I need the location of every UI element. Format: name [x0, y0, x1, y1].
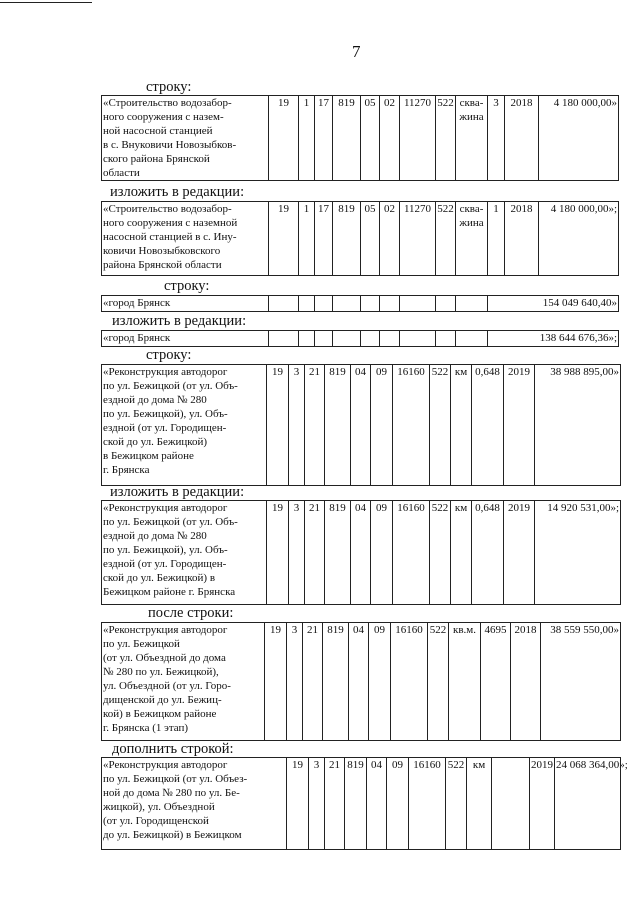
code-cell: 21 [325, 758, 345, 850]
amount-cell: 138 644 676,36»; [488, 331, 619, 347]
code-cell: 19 [267, 365, 289, 486]
code-cell: 17 [315, 96, 333, 181]
code-cell: 09 [371, 365, 393, 486]
code-cell: 16160 [391, 623, 428, 741]
code-cell: 819 [325, 365, 351, 486]
block-label: изложить в редакции: [110, 184, 245, 200]
object-name: «Реконструкция автодорог по ул. Бежицкой (от ул. Объездной до дома № 280 по ул. Бежицкой), ул. Объездной (от ул. Горо- дищенской до ул. Бежиц- кой) в Бежицком районе г. Брянска (1 этап) [102, 623, 265, 741]
top-rule [0, 2, 92, 3]
unit-cell: км [451, 365, 472, 486]
code-cell: 522 [430, 501, 451, 605]
code-cell: 19 [267, 501, 289, 605]
code-cell: 522 [430, 365, 451, 486]
block-label: изложить в редакции: [112, 313, 247, 329]
code-cell: 819 [323, 623, 349, 741]
block-label: изложить в редакции: [110, 484, 245, 500]
code-cell: 16160 [393, 365, 430, 486]
object-name: «город Брянск [102, 331, 269, 347]
capacity-cell: 4695 [481, 623, 511, 741]
budget-table [101, 95, 619, 181]
code-cell: 19 [269, 96, 299, 181]
code-cell: 16160 [393, 501, 430, 605]
code-cell: 819 [325, 501, 351, 605]
code-cell: 3 [289, 365, 305, 486]
code-cell: 09 [387, 758, 409, 850]
code-cell: 3 [289, 501, 305, 605]
block-label: строку: [146, 79, 192, 95]
object-name: «Строительство водозабор- ного сооружения с наземной насосной станцией в с. Ину- ковичи Новозыбковского района Брянской области [102, 202, 269, 276]
table-row [102, 296, 619, 312]
year-cell: 2019 [530, 758, 555, 850]
code-cell: 04 [351, 501, 371, 605]
page-number: 7 [352, 42, 361, 61]
code-cell: 19 [269, 202, 299, 276]
code-cell: 04 [367, 758, 387, 850]
code-cell: 1 [299, 202, 315, 276]
budget-table [101, 364, 621, 486]
code-cell: 522 [428, 623, 449, 741]
table-row [102, 365, 621, 486]
code-cell: 19 [265, 623, 287, 741]
unit-cell: кв.м. [449, 623, 481, 741]
table-row [102, 331, 619, 347]
code-cell: 16160 [409, 758, 446, 850]
table-row [102, 623, 621, 741]
code-cell: 819 [333, 96, 361, 181]
unit-cell: км [467, 758, 492, 850]
table-row [102, 758, 621, 850]
code-cell: 11270 [400, 202, 436, 276]
code-cell: 02 [380, 202, 400, 276]
code-cell: 05 [361, 96, 380, 181]
code-cell: 522 [446, 758, 467, 850]
amount-cell: 24 068 364,00»; [555, 758, 621, 850]
block-label: дополнить строкой: [112, 741, 234, 757]
year-cell: 2019 [504, 501, 535, 605]
code-cell: 05 [361, 202, 380, 276]
budget-table [101, 295, 619, 312]
code-cell: 19 [287, 758, 309, 850]
code-cell: 04 [351, 365, 371, 486]
capacity-cell: 1 [488, 202, 505, 276]
object-name: «Реконструкция автодорог по ул. Бежицкой (от ул. Объ- ездной до дома № 280 по ул. Бежицкой), ул. Объ- ездной (от ул. Городищен- ской до ул. Бежицкой) в Бежицком районе г. Брянска [102, 365, 267, 486]
capacity-cell: 0,648 [472, 501, 504, 605]
code-cell: 819 [345, 758, 367, 850]
object-name: «Реконструкция автодорог по ул. Бежицкой (от ул. Объ- ездной до дома № 280 по ул. Бежицкой), ул. Объ- ездной (от ул. Городищен- ской до ул. Бежицкой) в Бежицком районе г. Брянска [102, 501, 267, 605]
object-name: «город Брянск [102, 296, 269, 312]
object-name: «Строительство водозабор- ного сооружения с назем- ной насосной станцией в с. Внуковичи Новозыбков- ского района Брянской области [102, 96, 269, 181]
table-row [102, 96, 619, 181]
code-cell: 21 [305, 501, 325, 605]
budget-table [101, 757, 628, 850]
code-cell: 17 [315, 202, 333, 276]
code-cell: 1 [299, 96, 315, 181]
budget-table [101, 201, 619, 276]
budget-table [101, 330, 619, 347]
amount-cell: 38 559 550,00» [541, 623, 621, 741]
object-name: «Реконструкция автодорог по ул. Бежицкой (от ул. Объез- ной до дома № 280 по ул. Бе- жицкой), ул. Объездной (от ул. Городищенской до ул. Бежицкой) в Бежицком [102, 758, 287, 850]
code-cell: 522 [436, 202, 456, 276]
code-cell: 02 [380, 96, 400, 181]
block-label: строку: [146, 347, 192, 363]
table-row [102, 202, 619, 276]
unit-cell: сква- жина [456, 96, 488, 181]
table-row [102, 501, 621, 605]
code-cell: 3 [287, 623, 303, 741]
capacity-cell: 3 [488, 96, 505, 181]
year-cell: 2018 [505, 202, 539, 276]
capacity-cell [492, 758, 530, 850]
amount-cell: 38 988 895,00» [535, 365, 621, 486]
block-label: строку: [164, 278, 210, 294]
year-cell: 2019 [504, 365, 535, 486]
year-cell: 2018 [505, 96, 539, 181]
code-cell: 21 [303, 623, 323, 741]
code-cell: 09 [369, 623, 391, 741]
year-cell: 2018 [511, 623, 541, 741]
amount-cell: 4 180 000,00»; [539, 202, 619, 276]
code-cell: 11270 [400, 96, 436, 181]
code-cell: 819 [333, 202, 361, 276]
amount-cell: 154 049 640,40» [488, 296, 619, 312]
code-cell: 21 [305, 365, 325, 486]
amount-cell: 4 180 000,00» [539, 96, 619, 181]
amount-cell: 14 920 531,00»; [535, 501, 621, 605]
code-cell: 522 [436, 96, 456, 181]
code-cell: 09 [371, 501, 393, 605]
budget-table [101, 500, 621, 605]
code-cell: 04 [349, 623, 369, 741]
capacity-cell: 0,648 [472, 365, 504, 486]
block-label: после строки: [148, 605, 234, 621]
unit-cell: км [451, 501, 472, 605]
budget-table [101, 622, 621, 741]
code-cell: 3 [309, 758, 325, 850]
unit-cell: сква- жина [456, 202, 488, 276]
